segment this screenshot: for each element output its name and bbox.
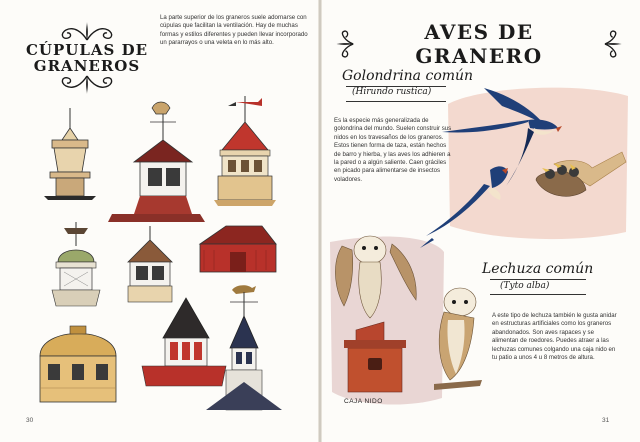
- cupola-intro-text: La parte superior de los graneros suele adornarse con cúpulas que facilitan la ventilación. Hay de muchas formas y estilos diferentes y pueden llevar incorporado un pararrayos o una veleta en lo más alto.: [160, 14, 308, 47]
- left-title-line1: CÚPULAS DE: [25, 41, 149, 59]
- cupola-white-window-icon: [128, 226, 172, 302]
- cupola-round-roof-icon: [40, 326, 116, 402]
- left-page-number: 30: [26, 417, 34, 424]
- right-page-number: 31: [602, 417, 610, 424]
- owl-scientific-name: (Tyto alba): [500, 281, 550, 291]
- cupola-dark-spire-icon: [142, 298, 226, 386]
- right-title: AVES DE GRANERO: [415, 20, 543, 68]
- cupola-illustrations: [0, 0, 318, 442]
- owl-name-rule: [490, 279, 586, 280]
- cupola-green-dome-icon: [52, 222, 100, 306]
- cupola-stone-icon: [44, 108, 96, 200]
- swallow-scientific-name: (Hirundo rustica): [352, 87, 432, 97]
- nest-box-caption: CAJA NIDO: [344, 398, 383, 405]
- right-page: [322, 0, 640, 442]
- cupola-rooster-weathervane-icon: [108, 102, 205, 222]
- bird-illustrations: [322, 0, 640, 442]
- swallow-sci-rule: [346, 101, 446, 102]
- swallow-common-name: Golondrina común: [342, 68, 474, 84]
- cupola-horse-weathervane-icon: [206, 285, 282, 410]
- cupola-red-roof-weathervane-icon: [214, 96, 276, 206]
- owl-description: A este tipo de lechuza también le gusta anidar en estructuras artificiales como los graneros abandonados. Son aves rapaces y se alimentan de roedores. Puedes atraer a las lechuzas comunes colgando una caja nido en tu patio a unos 4 u 8 metros de altura.: [492, 312, 617, 362]
- left-title-line2: GRANEROS: [33, 57, 141, 75]
- owl-sci-rule: [490, 294, 586, 295]
- owl-common-name: Lechuza común: [482, 261, 594, 277]
- red-barn-icon: [200, 226, 276, 272]
- swallow-description: Es la especie más generalizada de golondrina del mundo. Suelen construir sus nidos en los travesaños de los graneros. Estos tienen forma de taza, están hechos de barro y hierba, y las aves los adhieren a la pared o a algún saliente. Caen gráciles en picado para alimentarse de insectos voladores.: [334, 117, 452, 183]
- left-page: [0, 0, 318, 442]
